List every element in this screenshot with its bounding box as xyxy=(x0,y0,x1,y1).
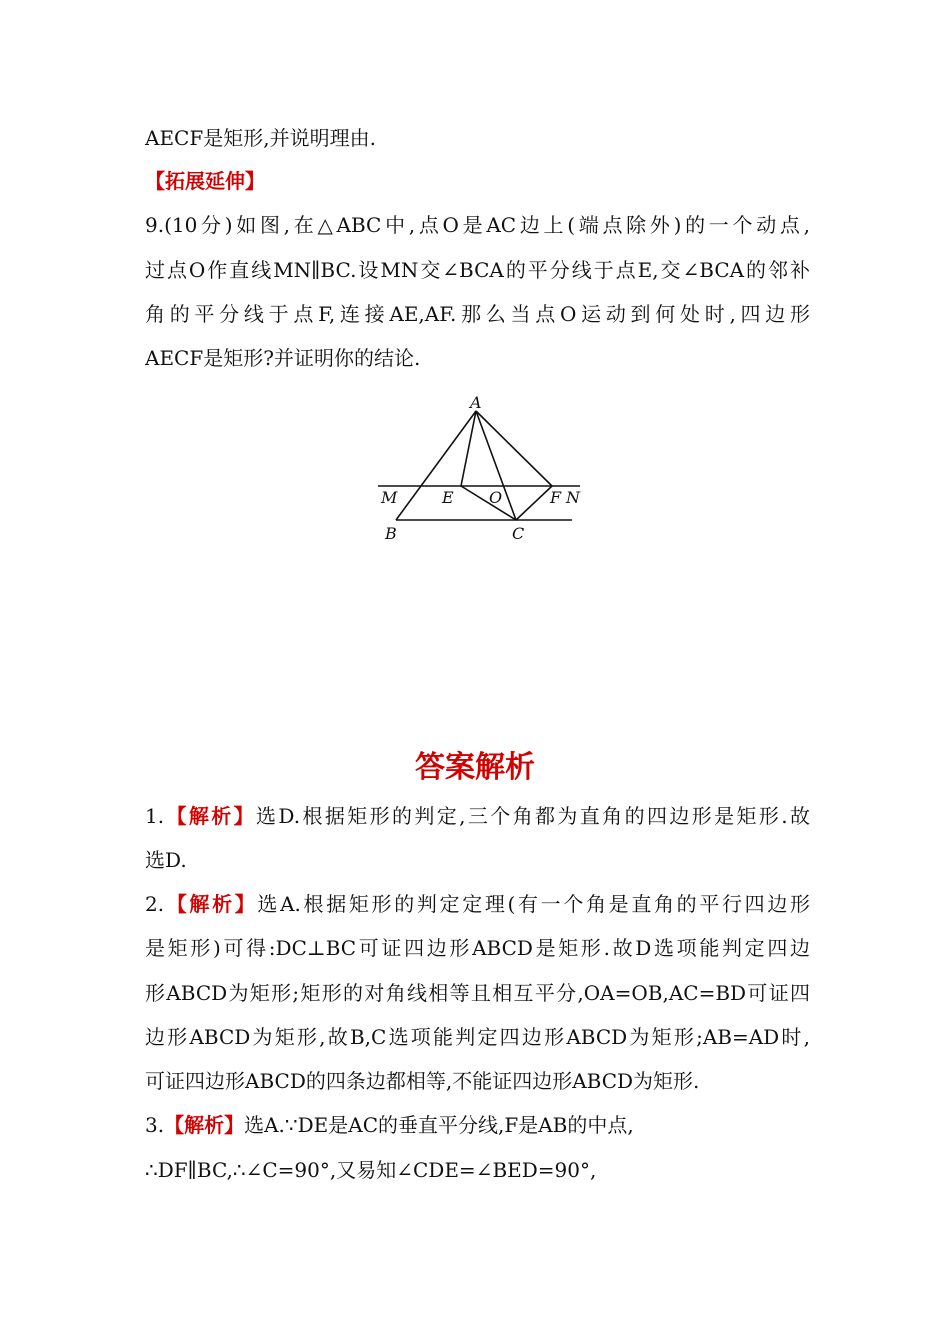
answer2-line3: 形ABCD为矩形;矩形的对角线相等且相互平分,OA=OB,AC=BD可证四 xyxy=(145,981,810,1005)
answer3-text: 选A.∵DE是AC的垂直平分线,F是AB的中点, xyxy=(244,1113,634,1137)
answer1-tag: 【解析】 xyxy=(164,804,257,828)
answer1-line2: 选D. xyxy=(145,848,187,872)
segment-AB xyxy=(396,411,476,520)
answer3-line1 xyxy=(145,1111,634,1139)
answer1-text: 选D.根据矩形的判定,三个角都为直角的四边形是矩形.故 xyxy=(256,804,810,828)
problem9-line2: 过点O作直线MN∥BC.设MN交∠BCA的平分线于点E,交∠BCA的邻补 xyxy=(145,258,810,282)
problem9-line1: 9.(10分)如图,在△ABC中,点O是AC边上(端点除外)的一个动点, xyxy=(145,213,810,237)
continued-text: AECF是矩形,并说明理由. xyxy=(145,126,376,150)
label-N: N xyxy=(566,488,580,507)
label-E: E xyxy=(442,488,454,507)
label-B: B xyxy=(385,524,397,543)
answer3-line2: ∴DF∥BC,∴∠C=90°,又易知∠CDE=∠BED=90°, xyxy=(145,1158,597,1182)
section-heading: 【拓展延伸】 xyxy=(145,169,265,193)
answer2-line1 xyxy=(145,890,810,918)
label-A: A xyxy=(470,393,482,412)
answer2-number: 2. xyxy=(145,892,165,916)
segment-FC xyxy=(516,486,552,520)
answer2-tag: 【解析】 xyxy=(164,892,258,916)
answer1-line1 xyxy=(145,802,810,830)
answer3-number: 3. xyxy=(145,1113,165,1137)
answer2-line4: 边形ABCD为矩形,故B,C选项能判定四边形ABCD为矩形;AB=AD时, xyxy=(145,1025,810,1049)
answer2-line5: 可证四边形ABCD的四条边都相等,不能证四边形ABCD为矩形. xyxy=(145,1069,700,1093)
problem9-line3: 角的平分线于点F,连接AE,AF.那么当点O运动到何处时,四边形 xyxy=(145,302,810,326)
answer2-text: 选A.根据矩形的判定定理(有一个角是直角的平行四边形 xyxy=(257,892,810,916)
label-O: O xyxy=(489,488,503,507)
answer1-number: 1. xyxy=(145,804,165,828)
answer-title: 答案解析 xyxy=(415,750,535,785)
label-C: C xyxy=(512,524,525,543)
problem9-line4: AECF是矩形?并证明你的结论. xyxy=(145,346,421,370)
answer2-line2: 是矩形)可得:DC⊥BC可证四边形ABCD是矩形.故D选项能判定四边 xyxy=(145,936,810,960)
answer3-tag: 【解析】 xyxy=(164,1113,245,1137)
label-M: M xyxy=(381,488,398,507)
segment-AF xyxy=(476,411,552,486)
label-F: F xyxy=(550,488,562,507)
